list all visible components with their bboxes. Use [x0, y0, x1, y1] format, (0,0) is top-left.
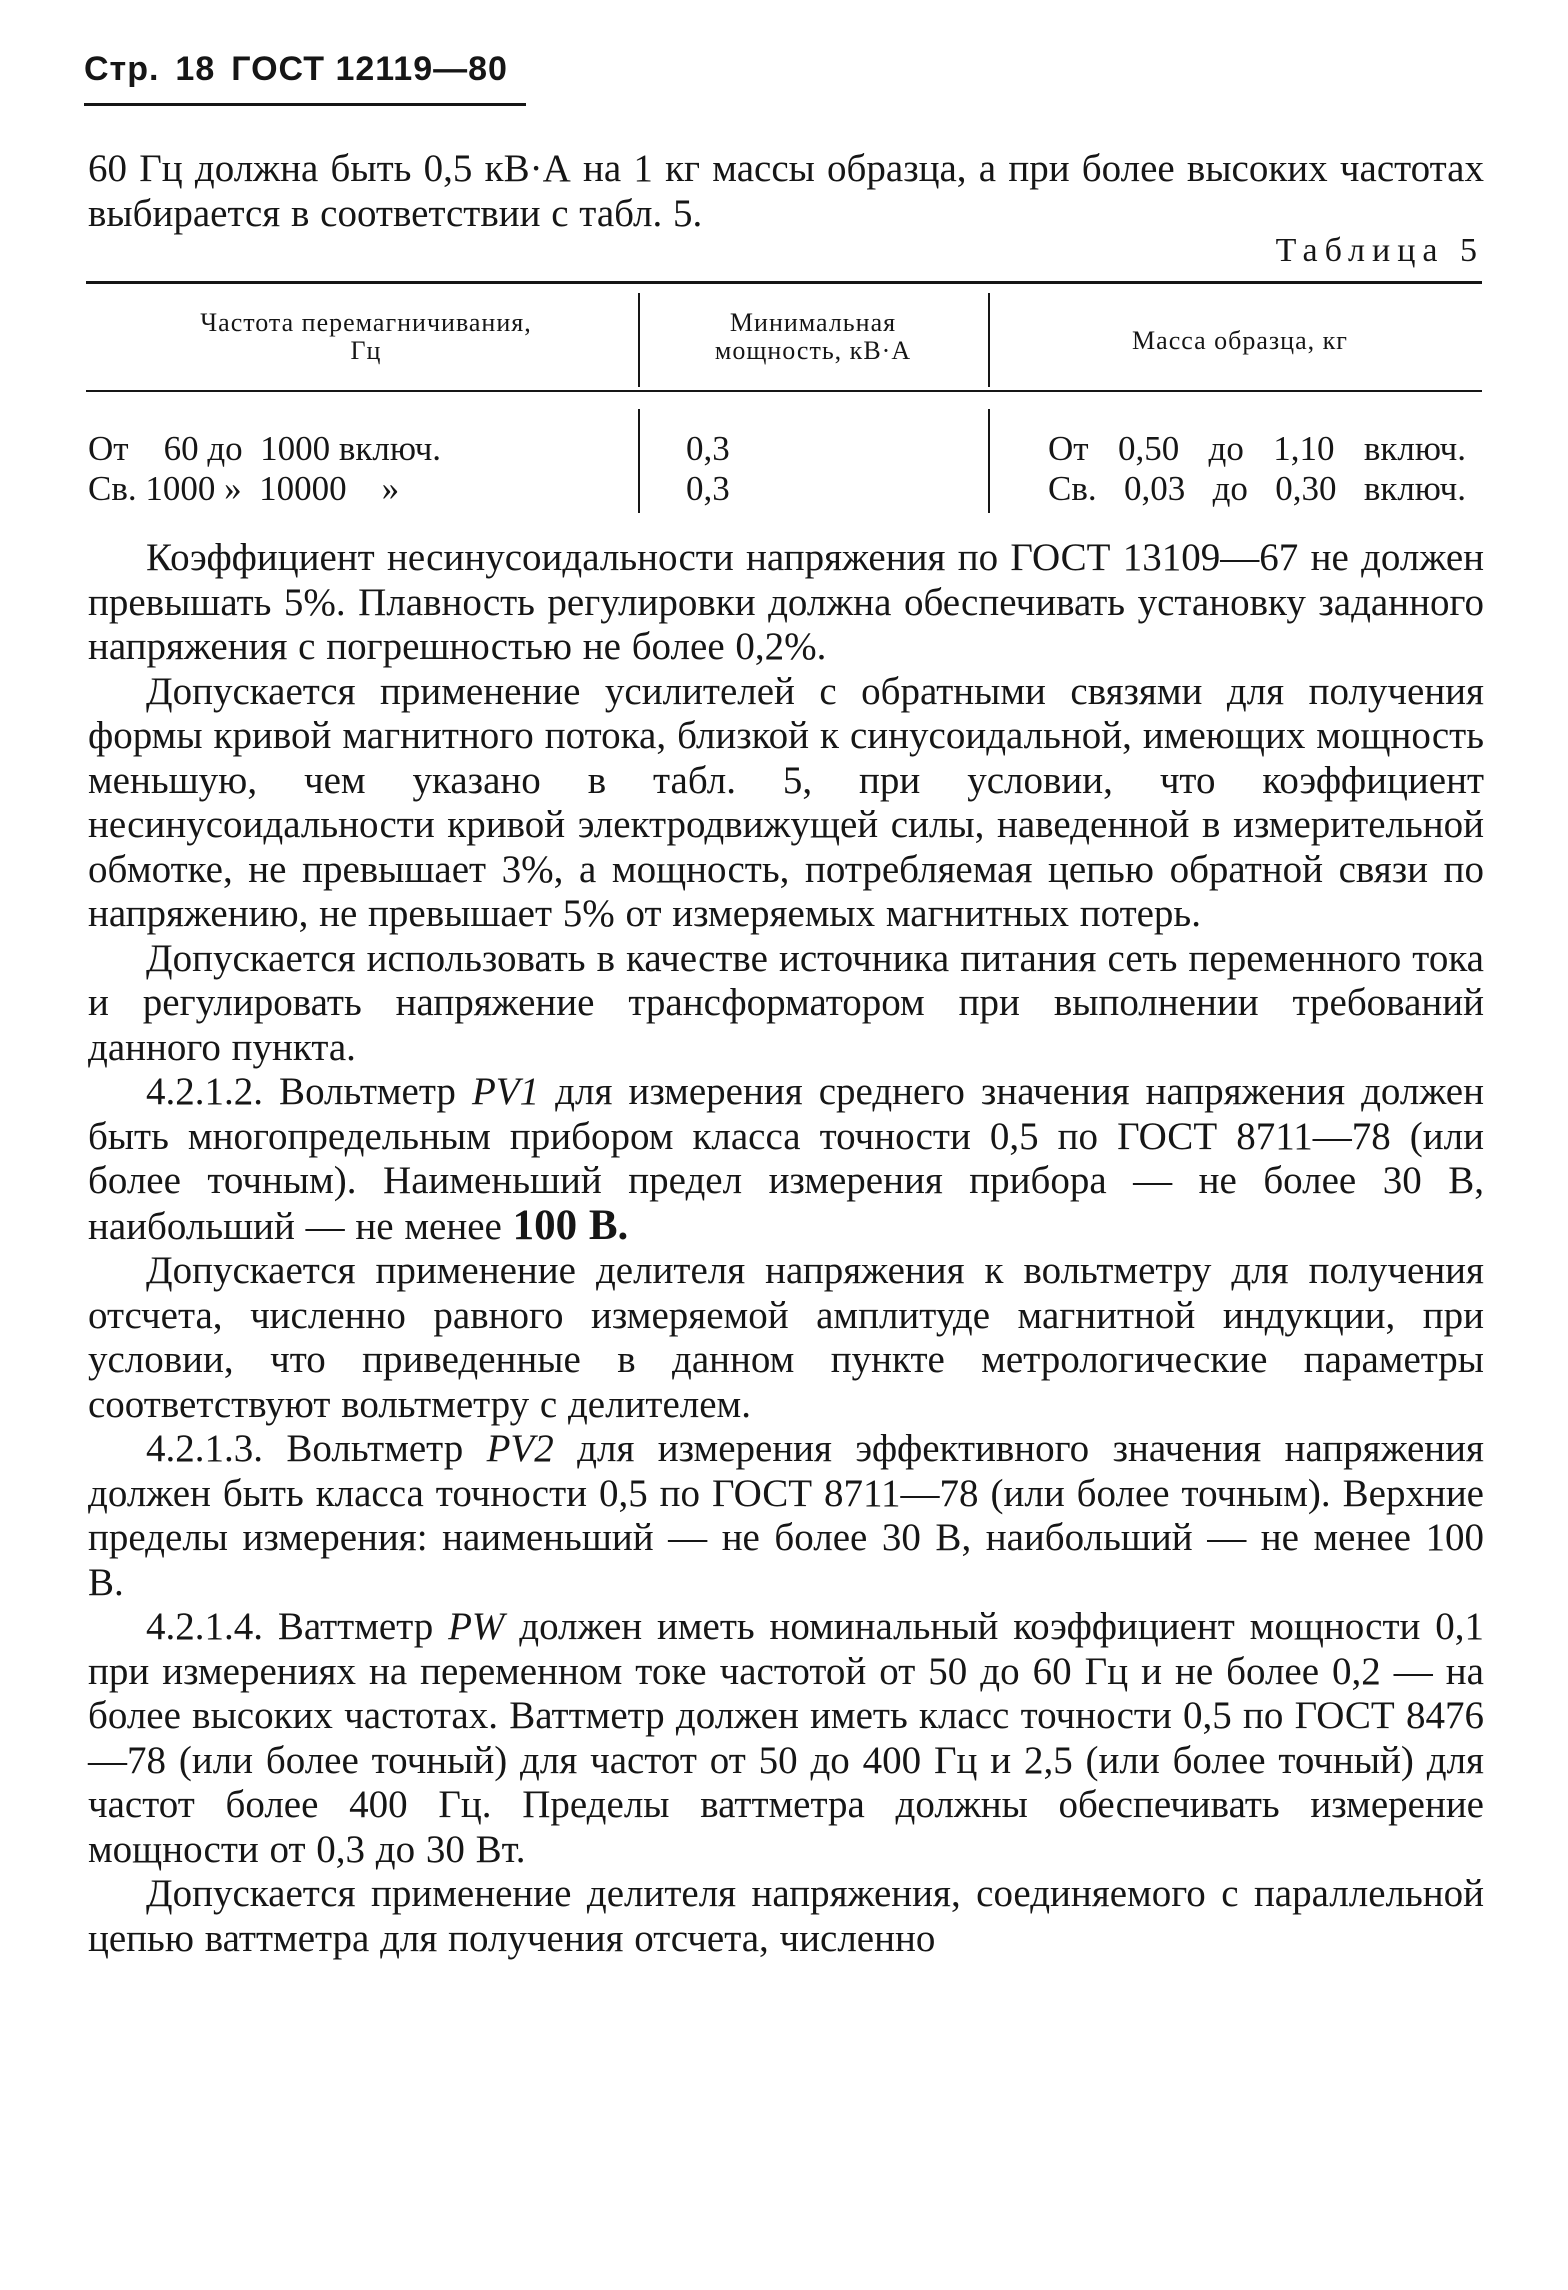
- table-caption: Таблица 5: [1275, 232, 1484, 269]
- page-number: 18: [175, 50, 216, 88]
- symbol-pv2: PV2: [486, 1427, 554, 1470]
- paragraph-nonsinusoidality: Коэффициент несинусоидальности напряжения по ГОСТ 13109—67 не должен превышать 5%. Плавность регулировки должна обеспечивать установку заданного напряжения с погрешностью не более 0,2%.: [88, 536, 1484, 668]
- table-divider: [638, 409, 640, 513]
- column-header-mass: Масса образца, кг: [1132, 326, 1348, 355]
- table-row-1-frequency: От 60 до 1000 включ.: [88, 429, 442, 468]
- column-header-power: Минимальная мощность, кВ·А: [714, 308, 912, 365]
- table-divider: [988, 409, 990, 513]
- table-top-rule: [86, 281, 1482, 284]
- table-divider: [988, 293, 990, 387]
- symbol-pv1: PV1: [471, 1070, 540, 1113]
- table-divider: [638, 293, 640, 387]
- standard-number: ГОСТ 12119—80: [231, 50, 508, 88]
- column-header-frequency: Частота перемагничивания, Гц: [200, 308, 532, 365]
- table-row-2-mass: Св. 0,03 до 0,30 включ.: [1048, 469, 1466, 508]
- paragraph-4-2-1-4: 4.2.1.4. Ваттметр PW должен иметь номинальный коэффициент мощности 0,1 при измерениях на переменном токе частотой от 50 до 60 Гц и не более 0,2 — на более высоких частотах. Ваттметр должен иметь класс точности 0,5 по ГОСТ 8476—78 (или более точный) для частот от 50 до 400 Гц и 2,5 (или более точный) для частот более 400 Гц. Пределы ваттметра должны обеспечивать измерение мощности от 0,3 до 30 Вт.: [88, 1605, 1484, 1871]
- table-row-1-mass: От 0,50 до 1,10 включ.: [1048, 429, 1466, 468]
- paragraph-4-2-1-3: 4.2.1.3. Вольтметр PV2 для измерения эффективного значения напряжения должен быть класса точности 0,5 по ГОСТ 8711—78 (или более точным). Верхние пределы измерения: наименьший — не более 30 В, наибольший — не менее 100 В.: [88, 1427, 1484, 1604]
- table-5: [86, 281, 1482, 513]
- body-text: [88, 536, 1484, 1961]
- paragraph-4-2-1-2: 4.2.1.2. Вольтметр PV1 для измерения среднего значения напряжения должен быть многопредельным прибором класса точности 0,5 по ГОСТ 8711—78 (или более точным). Наименьший предел измерения прибора — не более 30 В, наибольший — не менее 100 В.: [88, 1070, 1484, 1249]
- paragraph-wattmeter-divider: Допускается применение делителя напряжения, соединяемого с параллельной цепью ваттметра для получения отсчета, численно: [88, 1872, 1484, 1960]
- header-rule: [84, 103, 526, 106]
- paragraph-ac-mains: Допускается использовать в качестве источника питания сеть переменного тока и регулировать напряжение трансформатором при выполнении требований данного пункта.: [88, 936, 1484, 1069]
- intro-text: 60 Гц должна быть 0,5 кВ·А на 1 кг массы образца, а при более высоких частотах выбирается в соответствии с табл. 5.: [88, 147, 1484, 235]
- paragraph-voltage-divider: Допускается применение делителя напряжения к вольтметру для получения отсчета, численно равного измеряемой амплитуде магнитной индукции, при условии, что приведенные в данном пункте метрологические параметры соответствуют вольтметру с делителем.: [88, 1249, 1484, 1426]
- table-header-rule: [86, 390, 1482, 392]
- symbol-pw: PW: [448, 1605, 505, 1648]
- running-head: [84, 50, 508, 89]
- table-row-2-power: 0,3: [686, 469, 730, 508]
- intro-paragraph: [88, 147, 1484, 236]
- paragraph-amplifiers: Допускается применение усилителей с обратными связями для получения формы кривой магнитного потока, близкой к синусоидальной, имеющих мощность меньшую, чем указано в табл. 5, при условии, что коэффициент несинусоидальности кривой электродвижущей силы, наведенной в измерительной обмотке, не превышает 3%, а мощность, потребляемая цепью обратной связи по напряжению, не превышает 5% от измеряемых магнитных потерь.: [88, 669, 1484, 935]
- page-label: Стр.: [84, 50, 160, 88]
- table-row-2-frequency: Св. 1000 » 10000 »: [88, 469, 400, 508]
- table-row-1-power: 0,3: [686, 429, 730, 468]
